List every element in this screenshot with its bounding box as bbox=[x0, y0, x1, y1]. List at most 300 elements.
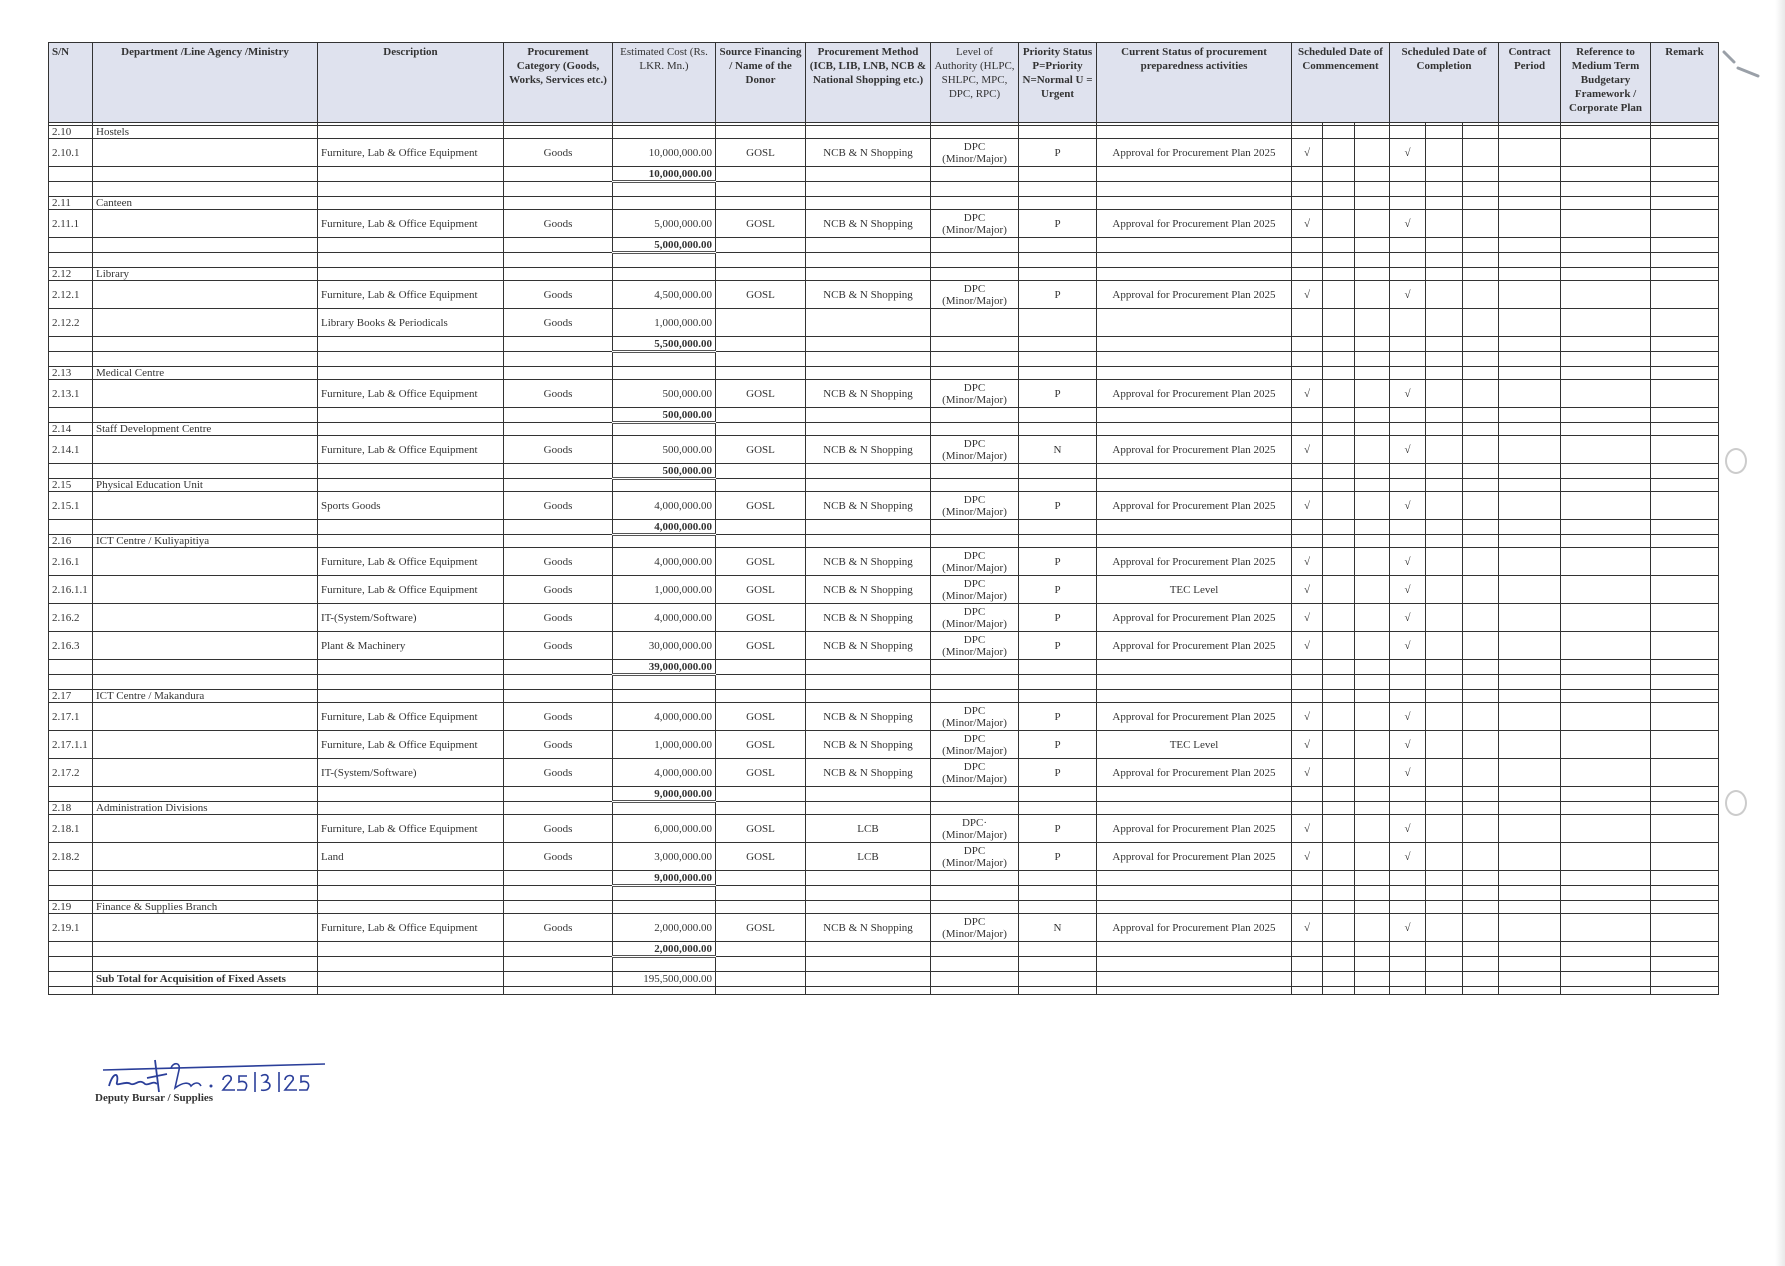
empty-cell bbox=[1499, 731, 1561, 759]
item-authority bbox=[931, 815, 1019, 843]
section-sn: 2.19 bbox=[49, 901, 93, 914]
empty-cell bbox=[1323, 182, 1355, 197]
empty-cell bbox=[504, 987, 613, 995]
empty-cell bbox=[1651, 464, 1719, 479]
empty-cell bbox=[1323, 352, 1355, 367]
empty-cell bbox=[318, 535, 504, 548]
item-method: NCB & N Shopping bbox=[806, 703, 931, 731]
item-authority bbox=[931, 548, 1019, 576]
empty-cell bbox=[1426, 464, 1463, 479]
empty-cell bbox=[1097, 367, 1292, 380]
empty-cell bbox=[613, 675, 716, 690]
item-status: Approval for Procurement Plan 2025 bbox=[1097, 210, 1292, 238]
authority-line2: (Minor/Major) bbox=[942, 927, 1007, 940]
item-department bbox=[93, 210, 318, 238]
item-sn: 2.17.2 bbox=[49, 759, 93, 787]
empty-cell bbox=[1561, 957, 1651, 972]
empty-cell bbox=[1651, 479, 1719, 492]
empty-cell bbox=[1561, 787, 1651, 802]
empty-cell bbox=[1292, 309, 1323, 337]
empty-cell bbox=[1019, 238, 1097, 253]
item-status: Approval for Procurement Plan 2025 bbox=[1097, 380, 1292, 408]
empty-cell bbox=[1019, 197, 1097, 210]
item-department bbox=[93, 436, 318, 464]
empty-cell bbox=[1651, 703, 1719, 731]
empty-cell bbox=[1561, 675, 1651, 690]
empty-cell bbox=[1019, 871, 1097, 886]
empty-cell bbox=[1323, 268, 1355, 281]
item-description: Furniture, Lab & Office Equipment bbox=[318, 281, 504, 309]
empty-cell bbox=[806, 253, 931, 268]
empty-cell bbox=[1097, 309, 1292, 337]
empty-cell bbox=[1561, 167, 1651, 182]
empty-cell bbox=[1292, 167, 1323, 182]
authority-line1: DPC bbox=[963, 732, 986, 745]
empty-cell bbox=[1651, 167, 1719, 182]
empty-cell bbox=[1651, 268, 1719, 281]
item-priority: P bbox=[1019, 843, 1097, 871]
empty-cell bbox=[1499, 972, 1561, 987]
empty-cell bbox=[1426, 886, 1463, 901]
header-sn: S/N bbox=[49, 43, 93, 123]
empty-cell bbox=[93, 675, 318, 690]
empty-cell bbox=[1390, 535, 1426, 548]
empty-cell bbox=[93, 337, 318, 352]
section-sn: 2.10 bbox=[49, 126, 93, 139]
empty-cell bbox=[1499, 535, 1561, 548]
item-sn: 2.11.1 bbox=[49, 210, 93, 238]
empty-cell bbox=[1355, 802, 1390, 815]
item-description: Furniture, Lab & Office Equipment bbox=[318, 576, 504, 604]
item-method: NCB & N Shopping bbox=[806, 731, 931, 759]
empty-cell bbox=[49, 238, 93, 253]
empty-cell bbox=[1561, 815, 1651, 843]
empty-cell bbox=[1097, 337, 1292, 352]
empty-cell bbox=[1651, 423, 1719, 436]
empty-cell bbox=[1323, 337, 1355, 352]
empty-cell bbox=[806, 787, 931, 802]
empty-cell bbox=[1019, 182, 1097, 197]
commencement-check: √ bbox=[1292, 703, 1323, 731]
empty-cell bbox=[1097, 787, 1292, 802]
spacer-row bbox=[49, 352, 1719, 367]
authority-line1: DPC· bbox=[961, 816, 988, 829]
empty-cell bbox=[1499, 492, 1561, 520]
empty-cell bbox=[1426, 436, 1463, 464]
empty-cell bbox=[1390, 675, 1426, 690]
empty-cell bbox=[716, 957, 806, 972]
empty-cell bbox=[1426, 352, 1463, 367]
empty-cell bbox=[318, 253, 504, 268]
empty-cell bbox=[1561, 660, 1651, 675]
empty-cell bbox=[49, 253, 93, 268]
empty-cell bbox=[716, 675, 806, 690]
item-sn: 2.16.1.1 bbox=[49, 576, 93, 604]
empty-cell bbox=[1323, 367, 1355, 380]
item-row bbox=[49, 914, 1719, 942]
empty-cell bbox=[1561, 337, 1651, 352]
empty-cell bbox=[1292, 126, 1323, 139]
empty-cell bbox=[1651, 576, 1719, 604]
empty-cell bbox=[1426, 759, 1463, 787]
empty-cell bbox=[1561, 464, 1651, 479]
item-description: Furniture, Lab & Office Equipment bbox=[318, 703, 504, 731]
empty-cell bbox=[806, 942, 931, 957]
item-cost: 1,000,000.00 bbox=[613, 731, 716, 759]
empty-cell bbox=[613, 253, 716, 268]
empty-cell bbox=[318, 464, 504, 479]
empty-cell bbox=[1355, 972, 1390, 987]
empty-cell bbox=[1499, 352, 1561, 367]
empty-cell bbox=[1561, 759, 1651, 787]
empty-cell bbox=[806, 901, 931, 914]
empty-cell bbox=[1499, 675, 1561, 690]
item-authority bbox=[931, 576, 1019, 604]
section-row bbox=[49, 690, 1719, 703]
empty-cell bbox=[504, 367, 613, 380]
item-category: Goods bbox=[504, 604, 613, 632]
authority-line2: (Minor/Major) bbox=[942, 716, 1007, 729]
empty-cell bbox=[1651, 957, 1719, 972]
item-source: GOSL bbox=[716, 380, 806, 408]
empty-cell bbox=[1426, 901, 1463, 914]
empty-cell bbox=[1426, 238, 1463, 253]
empty-cell bbox=[1019, 479, 1097, 492]
header-cost: Estimated Cost (Rs. LKR. Mn.) bbox=[613, 43, 716, 123]
spacer-row bbox=[49, 886, 1719, 901]
empty-cell bbox=[1355, 815, 1390, 843]
empty-cell bbox=[1463, 380, 1499, 408]
empty-cell bbox=[1426, 337, 1463, 352]
section-row bbox=[49, 901, 1719, 914]
empty-cell bbox=[1426, 309, 1463, 337]
empty-cell bbox=[1019, 535, 1097, 548]
empty-cell bbox=[1426, 731, 1463, 759]
empty-cell bbox=[1323, 576, 1355, 604]
empty-cell bbox=[1355, 901, 1390, 914]
item-priority: P bbox=[1019, 576, 1097, 604]
section-name: Medical Centre bbox=[93, 367, 318, 380]
empty-cell bbox=[504, 479, 613, 492]
item-method: NCB & N Shopping bbox=[806, 210, 931, 238]
item-method: NCB & N Shopping bbox=[806, 548, 931, 576]
empty-cell bbox=[1355, 548, 1390, 576]
item-row bbox=[49, 759, 1719, 787]
empty-cell bbox=[504, 690, 613, 703]
header-source: Source Financing / Name of the Donor bbox=[716, 43, 806, 123]
empty-cell bbox=[613, 957, 716, 972]
empty-cell bbox=[1463, 731, 1499, 759]
empty-cell bbox=[1426, 380, 1463, 408]
item-source: GOSL bbox=[716, 604, 806, 632]
authority-line2: (Minor/Major) bbox=[942, 828, 1007, 841]
item-method: NCB & N Shopping bbox=[806, 576, 931, 604]
item-description: Furniture, Lab & Office Equipment bbox=[318, 210, 504, 238]
item-method: LCB bbox=[806, 843, 931, 871]
item-category: Goods bbox=[504, 731, 613, 759]
empty-cell bbox=[716, 268, 806, 281]
item-category: Goods bbox=[504, 632, 613, 660]
section-sn: 2.17 bbox=[49, 690, 93, 703]
empty-cell bbox=[931, 942, 1019, 957]
empty-cell bbox=[1323, 548, 1355, 576]
empty-cell bbox=[1499, 759, 1561, 787]
item-row bbox=[49, 139, 1719, 167]
empty-cell bbox=[613, 479, 716, 492]
empty-cell bbox=[1463, 604, 1499, 632]
empty-cell bbox=[1019, 690, 1097, 703]
empty-cell bbox=[1390, 167, 1426, 182]
empty-cell bbox=[1019, 337, 1097, 352]
empty-cell bbox=[318, 167, 504, 182]
empty-cell bbox=[504, 957, 613, 972]
empty-cell bbox=[504, 675, 613, 690]
header-remark: Remark bbox=[1651, 43, 1719, 123]
item-status: Approval for Procurement Plan 2025 bbox=[1097, 632, 1292, 660]
empty-cell bbox=[1323, 253, 1355, 268]
header-reference: Reference to Medium Term Budgetary Framework / Corporate Plan bbox=[1561, 43, 1651, 123]
empty-cell bbox=[931, 690, 1019, 703]
empty-cell bbox=[1561, 253, 1651, 268]
item-department bbox=[93, 604, 318, 632]
item-department bbox=[93, 703, 318, 731]
empty-cell bbox=[1463, 759, 1499, 787]
empty-cell bbox=[93, 942, 318, 957]
empty-cell bbox=[1323, 731, 1355, 759]
empty-cell bbox=[806, 660, 931, 675]
empty-cell bbox=[318, 520, 504, 535]
empty-cell bbox=[1463, 901, 1499, 914]
item-description: IT-(System/Software) bbox=[318, 759, 504, 787]
empty-cell bbox=[1292, 942, 1323, 957]
empty-cell bbox=[1097, 464, 1292, 479]
empty-cell bbox=[806, 690, 931, 703]
empty-cell bbox=[1426, 548, 1463, 576]
empty-cell bbox=[1426, 957, 1463, 972]
empty-cell bbox=[1499, 167, 1561, 182]
header-contract: Contract Period bbox=[1499, 43, 1561, 123]
empty-cell bbox=[1463, 802, 1499, 815]
empty-cell bbox=[504, 520, 613, 535]
empty-cell bbox=[1355, 942, 1390, 957]
empty-cell bbox=[1561, 352, 1651, 367]
item-cost: 5,000,000.00 bbox=[613, 210, 716, 238]
empty-cell bbox=[1426, 520, 1463, 535]
empty-cell bbox=[1499, 380, 1561, 408]
empty-cell bbox=[1323, 914, 1355, 942]
authority-line1: DPC bbox=[963, 211, 986, 224]
empty-cell bbox=[716, 253, 806, 268]
empty-cell bbox=[93, 520, 318, 535]
empty-cell bbox=[1292, 901, 1323, 914]
empty-cell bbox=[1390, 126, 1426, 139]
empty-cell bbox=[716, 520, 806, 535]
empty-cell bbox=[1463, 210, 1499, 238]
item-cost: 4,500,000.00 bbox=[613, 281, 716, 309]
item-authority bbox=[931, 843, 1019, 871]
item-status: Approval for Procurement Plan 2025 bbox=[1097, 548, 1292, 576]
completion-check: √ bbox=[1390, 436, 1426, 464]
item-sn: 2.12.1 bbox=[49, 281, 93, 309]
empty-cell bbox=[806, 337, 931, 352]
completion-check: √ bbox=[1390, 281, 1426, 309]
empty-cell bbox=[613, 987, 716, 995]
empty-cell bbox=[931, 464, 1019, 479]
empty-cell bbox=[318, 182, 504, 197]
empty-cell bbox=[1499, 281, 1561, 309]
empty-cell bbox=[716, 126, 806, 139]
empty-cell bbox=[318, 660, 504, 675]
item-status: Approval for Procurement Plan 2025 bbox=[1097, 604, 1292, 632]
empty-cell bbox=[1499, 987, 1561, 995]
empty-cell bbox=[1651, 535, 1719, 548]
empty-cell bbox=[1292, 238, 1323, 253]
item-row bbox=[49, 436, 1719, 464]
empty-cell bbox=[931, 886, 1019, 901]
empty-cell bbox=[318, 690, 504, 703]
empty-cell bbox=[1323, 815, 1355, 843]
empty-cell bbox=[1561, 886, 1651, 901]
empty-cell bbox=[1463, 576, 1499, 604]
commencement-check: √ bbox=[1292, 815, 1323, 843]
completion-check: √ bbox=[1390, 139, 1426, 167]
item-category: Goods bbox=[504, 815, 613, 843]
commencement-check: √ bbox=[1292, 139, 1323, 167]
signatory-title: Deputy Bursar / Supplies bbox=[95, 1092, 214, 1104]
item-source: GOSL bbox=[716, 548, 806, 576]
empty-cell bbox=[716, 309, 806, 337]
empty-cell bbox=[504, 423, 613, 436]
item-method: NCB & N Shopping bbox=[806, 436, 931, 464]
item-category: Goods bbox=[504, 436, 613, 464]
item-sn: 2.19.1 bbox=[49, 914, 93, 942]
staple-icon bbox=[1722, 48, 1762, 78]
section-total: 2,000,000.00 bbox=[613, 942, 716, 957]
procurement-table bbox=[48, 42, 1719, 995]
section-name: ICT Centre / Kuliyapitiya bbox=[93, 535, 318, 548]
empty-cell bbox=[93, 464, 318, 479]
empty-cell bbox=[1355, 423, 1390, 436]
authority-line1: DPC bbox=[963, 493, 986, 506]
empty-cell bbox=[93, 987, 318, 995]
item-department bbox=[93, 914, 318, 942]
empty-cell bbox=[1561, 972, 1651, 987]
empty-cell bbox=[1355, 871, 1390, 886]
empty-cell bbox=[1426, 535, 1463, 548]
empty-cell bbox=[1463, 520, 1499, 535]
empty-cell bbox=[1561, 380, 1651, 408]
empty-cell bbox=[1499, 337, 1561, 352]
empty-cell bbox=[1463, 632, 1499, 660]
empty-cell bbox=[1463, 787, 1499, 802]
empty-cell bbox=[318, 987, 504, 995]
empty-cell bbox=[1097, 886, 1292, 901]
empty-cell bbox=[1019, 660, 1097, 675]
section-total-row bbox=[49, 167, 1719, 182]
empty-cell bbox=[1355, 337, 1390, 352]
item-category: Goods bbox=[504, 139, 613, 167]
empty-cell bbox=[1651, 914, 1719, 942]
empty-cell bbox=[1651, 337, 1719, 352]
empty-cell bbox=[806, 464, 931, 479]
empty-cell bbox=[1323, 464, 1355, 479]
empty-cell bbox=[1561, 281, 1651, 309]
empty-cell bbox=[716, 367, 806, 380]
empty-cell bbox=[504, 182, 613, 197]
empty-cell bbox=[1097, 182, 1292, 197]
empty-cell bbox=[1019, 253, 1097, 268]
empty-cell bbox=[1499, 423, 1561, 436]
empty-cell bbox=[1561, 408, 1651, 423]
empty-cell bbox=[1561, 576, 1651, 604]
empty-cell bbox=[1561, 914, 1651, 942]
empty-cell bbox=[1499, 576, 1561, 604]
section-name: ICT Centre / Makandura bbox=[93, 690, 318, 703]
empty-cell bbox=[931, 268, 1019, 281]
empty-cell bbox=[1355, 886, 1390, 901]
empty-cell bbox=[1097, 423, 1292, 436]
empty-cell bbox=[49, 871, 93, 886]
empty-cell bbox=[1292, 660, 1323, 675]
authority-line2: (Minor/Major) bbox=[942, 449, 1007, 462]
item-row bbox=[49, 281, 1719, 309]
empty-cell bbox=[806, 126, 931, 139]
empty-cell bbox=[931, 253, 1019, 268]
empty-cell bbox=[93, 787, 318, 802]
empty-cell bbox=[1323, 843, 1355, 871]
empty-cell bbox=[1651, 210, 1719, 238]
item-description: IT-(System/Software) bbox=[318, 604, 504, 632]
empty-cell bbox=[318, 268, 504, 281]
empty-cell bbox=[1426, 660, 1463, 675]
empty-cell bbox=[1463, 690, 1499, 703]
empty-cell bbox=[931, 367, 1019, 380]
empty-cell bbox=[1426, 871, 1463, 886]
empty-cell bbox=[1463, 703, 1499, 731]
section-total-row bbox=[49, 871, 1719, 886]
empty-cell bbox=[1097, 535, 1292, 548]
empty-cell bbox=[1355, 182, 1390, 197]
item-cost: 4,000,000.00 bbox=[613, 703, 716, 731]
item-sn: 2.15.1 bbox=[49, 492, 93, 520]
empty-cell bbox=[1651, 253, 1719, 268]
empty-cell bbox=[716, 408, 806, 423]
completion-check: √ bbox=[1390, 210, 1426, 238]
empty-cell bbox=[1561, 843, 1651, 871]
empty-cell bbox=[1355, 352, 1390, 367]
empty-cell bbox=[806, 167, 931, 182]
item-cost: 4,000,000.00 bbox=[613, 548, 716, 576]
empty-cell bbox=[318, 787, 504, 802]
empty-cell bbox=[1463, 660, 1499, 675]
empty-cell bbox=[1426, 604, 1463, 632]
section-sn: 2.14 bbox=[49, 423, 93, 436]
empty-cell bbox=[1390, 987, 1426, 995]
empty-cell bbox=[1499, 408, 1561, 423]
item-description: Furniture, Lab & Office Equipment bbox=[318, 436, 504, 464]
empty-cell bbox=[1355, 479, 1390, 492]
section-name: Physical Education Unit bbox=[93, 479, 318, 492]
empty-cell bbox=[504, 253, 613, 268]
empty-cell bbox=[1323, 690, 1355, 703]
empty-cell bbox=[1355, 126, 1390, 139]
empty-cell bbox=[1651, 787, 1719, 802]
empty-cell bbox=[931, 901, 1019, 914]
empty-cell bbox=[1323, 408, 1355, 423]
empty-cell bbox=[1019, 520, 1097, 535]
empty-cell bbox=[931, 520, 1019, 535]
item-source: GOSL bbox=[716, 914, 806, 942]
